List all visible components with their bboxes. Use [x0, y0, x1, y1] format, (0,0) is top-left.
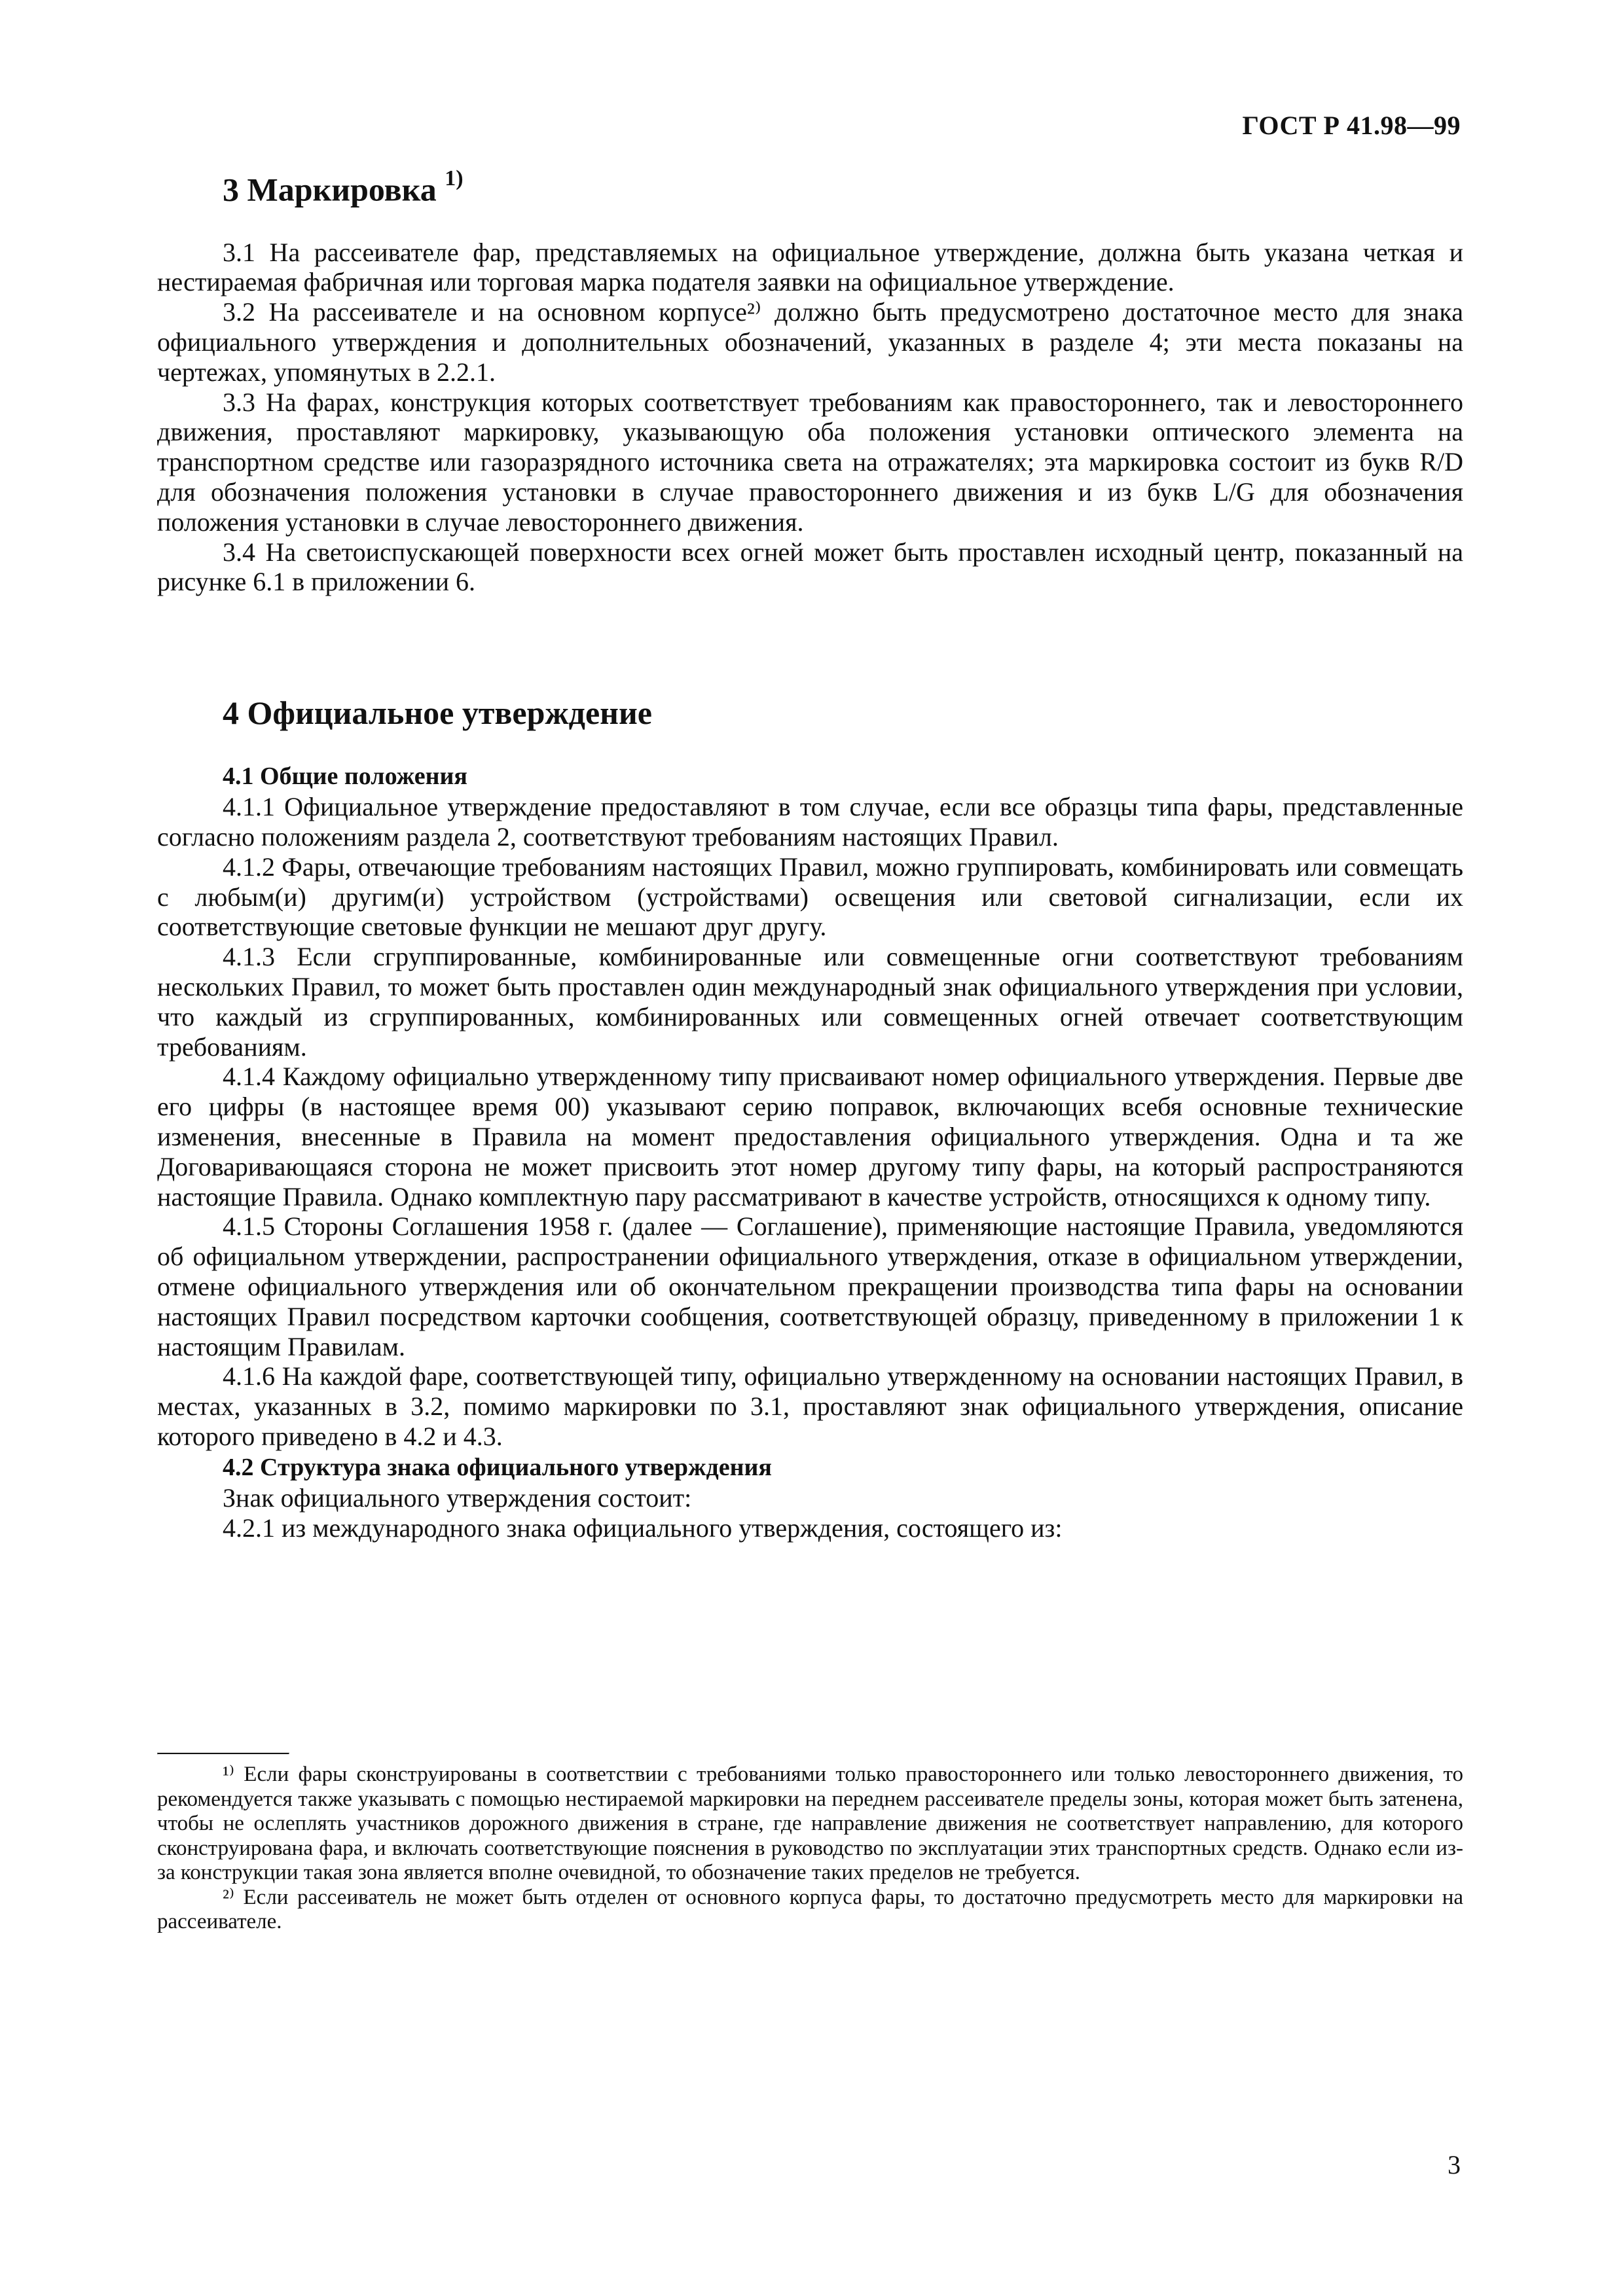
section-4-2-1-text: 4.2.1 из международного знака официального утверждения, состоящего из:	[223, 1513, 1063, 1543]
section-4-heading: 4 Официальное утверждение	[223, 694, 652, 732]
section3-paragraphs-1: 3.2 На рассеивателе и на основном корпусе²⁾ должно быть предусмотрено достаточное место для знака официального утверждения и дополнительных обозначений, указанных в разделе 4; эти места показаны на чертежах, упомянутых в 2.2.1.	[157, 297, 1463, 387]
page-number: 3	[1448, 2150, 1461, 2179]
section3-paragraphs-0: 3.1 На рассеивателе фар, представляемых на официальное утверждение, должна быть указана четкая и нестираемая фабричная или торговая марка подателя заявки на официальное утверждение.	[157, 237, 1463, 297]
footnotes-list	[157, 1763, 1463, 1935]
section4-paragraphs-0: 4.1.1 Официальное утверждение предоставляют в том случае, если все образцы типа фары, представленные согласно положениям раздела 2, соответствуют требованиям настоящих Правил.	[157, 792, 1463, 852]
section-4-2-intro: Знак официального утверждения состоит:	[223, 1482, 692, 1513]
main-content	[157, 157, 1463, 1543]
footnotes-0: ¹⁾ Если фары сконструированы в соответствии с требованиями только правостороннего или только левостороннего движения, то рекомендуется также указывать с помощью нестираемой маркировки на переднем рассеивателе пределы зоны, которая может быть затенена, чтобы не ослеплять участников дорожного движения в стране, где направление движения не соответствует направлению, для которого сконструирована фара, и включать соответствующие пояснения в руководство по эксплуатации этих транспортных средств. Однако если из-за конструкции такая зона является вполне очевидной, то обозначение таких пределов не требуется.	[157, 1763, 1463, 1884]
section3-paragraphs-2: 3.3 На фарах, конструкция которых соответствует требованиям как правостороннего, так и левостороннего движения, проставляют маркировку, указывающую оба положения установки оптического элемента на транспортном средстве или газоразрядного источника света на отражателях; эта маркировка состоит из букв R/D для обозначения положения установки в случае правостороннего движения и из букв L/G для обозначения положения установки в случае левостороннего движения.	[157, 387, 1463, 537]
document-code: ГОСТ Р 41.98—99	[1242, 111, 1461, 140]
subsection-4-1-heading: 4.1 Общие положения	[223, 762, 467, 791]
section4-paragraphs-3: 4.1.4 Каждому официально утвержденному типу присваивают номер официального утверждения. Первые две его цифры (в настоящее время 00) указывают серию поправок, включающих всебя основные технические изменения, внесенные в Правила на момент предоставления официального утверждения. Одна и та же Договаривающаяся сторона не может присвоить этот номер другому типу фары, на который распространяются настоящие Правила. Однако комплектную пару рассматривают в качестве устройств, относящихся к одному типу.	[157, 1062, 1463, 1211]
section4-paragraphs-4: 4.1.5 Стороны Соглашения 1958 г. (далее — Соглашение), применяющие настоящие Правила, уведомляются об официальном утверждении, распространении официального утверждения, отказе в официальном утверждении, отмене официального утверждения или об окончательном прекращении производства типа фары на основании настоящих Правил посредством карточки сообщения, соответствующей образцу, приведенному в приложении 1 к настоящим Правилам.	[157, 1211, 1463, 1361]
section-3-title: 3 Маркировка	[223, 171, 437, 208]
section4-paragraphs-2: 4.1.3 Если сгруппированные, комбинированные или совмещенные огни соответствуют требованиям нескольких Правил, то может быть проставлен один международный знак официального утверждения при условии, что каждый из сгруппированных, комбинированных или совмещенных огней отвечает соответствующим требованиям.	[157, 942, 1463, 1062]
footnote-divider	[157, 1753, 289, 1755]
subsection-4-2-heading: 4.2 Структура знака официального утверждения	[223, 1453, 772, 1481]
section-spacer	[157, 597, 1463, 682]
section-3-heading	[223, 166, 1463, 208]
section3-paragraphs-3: 3.4 На светоиспускающей поверхности всех огней может быть проставлен исходный центр, показанный на рисунке 6.1 в приложении 6.	[157, 537, 1463, 597]
section-3-footnote-ref: 1)	[445, 166, 464, 190]
footnotes-1: ²⁾ Если рассеиватель не может быть отделен от основного корпуса фары, то достаточно предусмотреть место для маркировки на рассеивателе.	[157, 1885, 1463, 1933]
footnotes-area	[157, 1753, 1463, 1935]
section-3-body	[157, 238, 1463, 598]
section4-paragraphs-5: 4.1.6 На каждой фаре, соответствующей типу, официально утвержденному на основании настоящих Правил, в местах, указанных в 3.2, помимо маркировки по 3.1, проставляют знак официального утверждения, описание которого приведено в 4.2 и 4.3.	[157, 1361, 1463, 1451]
section4-paragraphs-1: 4.1.2 Фары, отвечающие требованиям настоящих Правил, можно группировать, комбинировать или совмещать с любым(и) другим(и) устройством (устройствами) освещения или световой сигнализации, если их соответствующие световые функции не мешают друг другу.	[157, 852, 1463, 942]
section-4-1-body	[157, 792, 1463, 1452]
